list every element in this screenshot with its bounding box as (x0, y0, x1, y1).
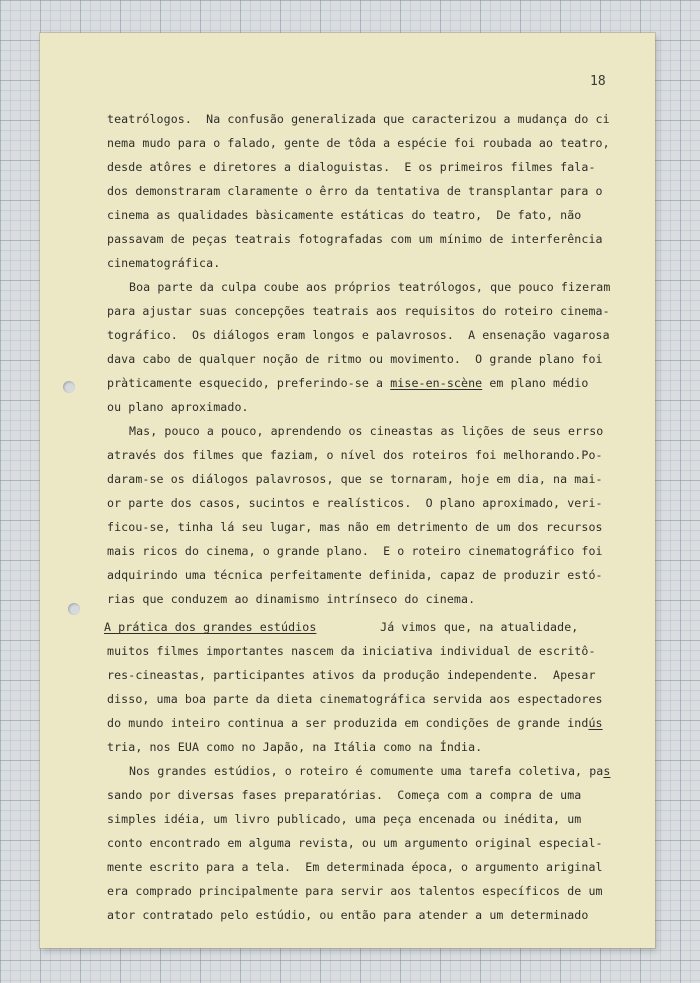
text-line (107, 592, 475, 606)
underlined-text: A prática dos grandes estúdios (104, 620, 317, 634)
line-text: Nos grandes estúdios, o roteiro é comumente uma tarefa coletiva, pa (129, 764, 604, 778)
line-text: em plano médio (482, 376, 589, 390)
text-line (107, 568, 603, 582)
text-line (107, 304, 610, 318)
line-text: Já vimos que, na atualidade, (316, 620, 579, 634)
text-line (104, 620, 578, 634)
line-text: ficou-se, tinha lá seu lugar, mas não em detrimento de um dos recursos (107, 520, 603, 534)
line-text: do mundo inteiro continua a ser produzida em condições de grande ind (107, 716, 589, 730)
text-line (107, 184, 603, 198)
line-text: desde atôres e diretores a dialoguistas. E os primeiros filmes fala- (107, 160, 596, 174)
line-text: res-cineastas, participantes ativos da produção independente. Apesar (107, 668, 596, 682)
line-text: mente escrito para a tela. Em determinada época, o argumento ariginal (107, 860, 603, 874)
line-text: disso, uma boa parte da dieta cinematográfica servida aos espectadores (107, 692, 603, 706)
line-text: simples idéia, um livro publicado, uma peça encenada ou inédita, um (107, 812, 582, 826)
line-text: cinema as qualidades bàsicamente estáticas do teatro, De fato, não (107, 208, 582, 222)
punch-hole (68, 603, 80, 615)
line-text: passavam de peças teatrais fotografadas com um mínimo de interferência (107, 232, 603, 246)
line-text: Mas, pouco a pouco, aprendendo os cineastas as lições de seus errso (129, 424, 604, 438)
line-text: dos demonstraram claramente o êrro da tentativa de transplantar para o (107, 184, 603, 198)
line-text: nema mudo para o falado, gente de tôda a espécie foi roubada ao teatro, (107, 136, 610, 150)
line-text: Boa parte da culpa coube aos próprios teatrólogos, que pouco fizeram (129, 280, 611, 294)
text-line (129, 764, 610, 778)
line-text: conto encontrado em alguma revista, ou um argumento original especial- (107, 836, 603, 850)
punch-hole (63, 381, 75, 393)
underlined-text: ús (588, 716, 603, 730)
text-line (107, 520, 603, 534)
line-text: or parte dos casos, sucintos e realísticos. O plano aproximado, veri- (107, 496, 603, 510)
line-text: tográfico. Os diálogos eram longos e palavrosos. A ensenação vagarosa (107, 328, 610, 342)
line-text: teatrólogos. Na confusão generalizada que caracterizou a mudança do ci (107, 112, 610, 126)
underlined-text: s (603, 764, 611, 778)
line-text: sando por diversas fases preparatórias. Começa com a compra de uma (107, 788, 582, 802)
text-line (107, 208, 581, 222)
line-text: adquirindo uma técnica perfeitamente definida, capaz de produzir estó- (107, 568, 603, 582)
line-text: cinematográfica. (107, 256, 221, 270)
text-line (129, 424, 603, 438)
line-text: daram-se os diálogos palavrosos, que se tornaram, hoje em dia, na mai- (107, 472, 603, 486)
text-line (107, 256, 220, 270)
text-line (107, 716, 603, 730)
text-line (107, 668, 596, 682)
text-line (129, 280, 610, 294)
underlined-text: mise-en-scène (390, 376, 483, 390)
text-line (107, 836, 603, 850)
text-line (107, 448, 603, 462)
page-number: 18 (590, 74, 606, 89)
text-line (107, 884, 603, 898)
text-line (107, 692, 603, 706)
text-line (107, 112, 610, 126)
text-line (107, 812, 581, 826)
line-text: através dos filmes que faziam, o nível dos roteiros foi melhorando.Po- (107, 448, 603, 462)
text-line (107, 860, 603, 874)
line-text: era comprado principalmente para servir aos talentos específicos de um (107, 884, 603, 898)
text-line (107, 908, 588, 922)
line-text: muitos filmes importantes nascem da iniciativa individual de escritô- (107, 644, 596, 658)
text-line (107, 232, 603, 246)
text-line (107, 376, 588, 390)
text-line (107, 788, 581, 802)
line-text: tria, nos EUA como no Japão, na Itália como na Índia. (107, 740, 483, 754)
text-line (107, 160, 596, 174)
line-text: pràticamente esquecido, preferindo-se a (107, 376, 391, 390)
text-line (107, 136, 610, 150)
line-text: mais ricos do cinema, o grande plano. E o roteiro cinematográfico foi (107, 544, 603, 558)
line-text: para ajustar suas concepções teatrais aos requisitos do roteiro cinema- (107, 304, 610, 318)
line-text: ou plano aproximado. (107, 400, 249, 414)
text-line (107, 400, 249, 414)
text-line (107, 544, 603, 558)
line-text: ator contratado pelo estúdio, ou então para atender a um determinado (107, 908, 589, 922)
text-line (107, 352, 603, 366)
line-text: rias que conduzem ao dinamismo intrínseco do cinema. (107, 592, 476, 606)
text-line (107, 496, 603, 510)
text-line (107, 644, 596, 658)
text-line (107, 472, 603, 486)
text-line (107, 328, 610, 342)
text-line (107, 740, 482, 754)
line-text: dava cabo de qualquer noção de ritmo ou movimento. O grande plano foi (107, 352, 603, 366)
